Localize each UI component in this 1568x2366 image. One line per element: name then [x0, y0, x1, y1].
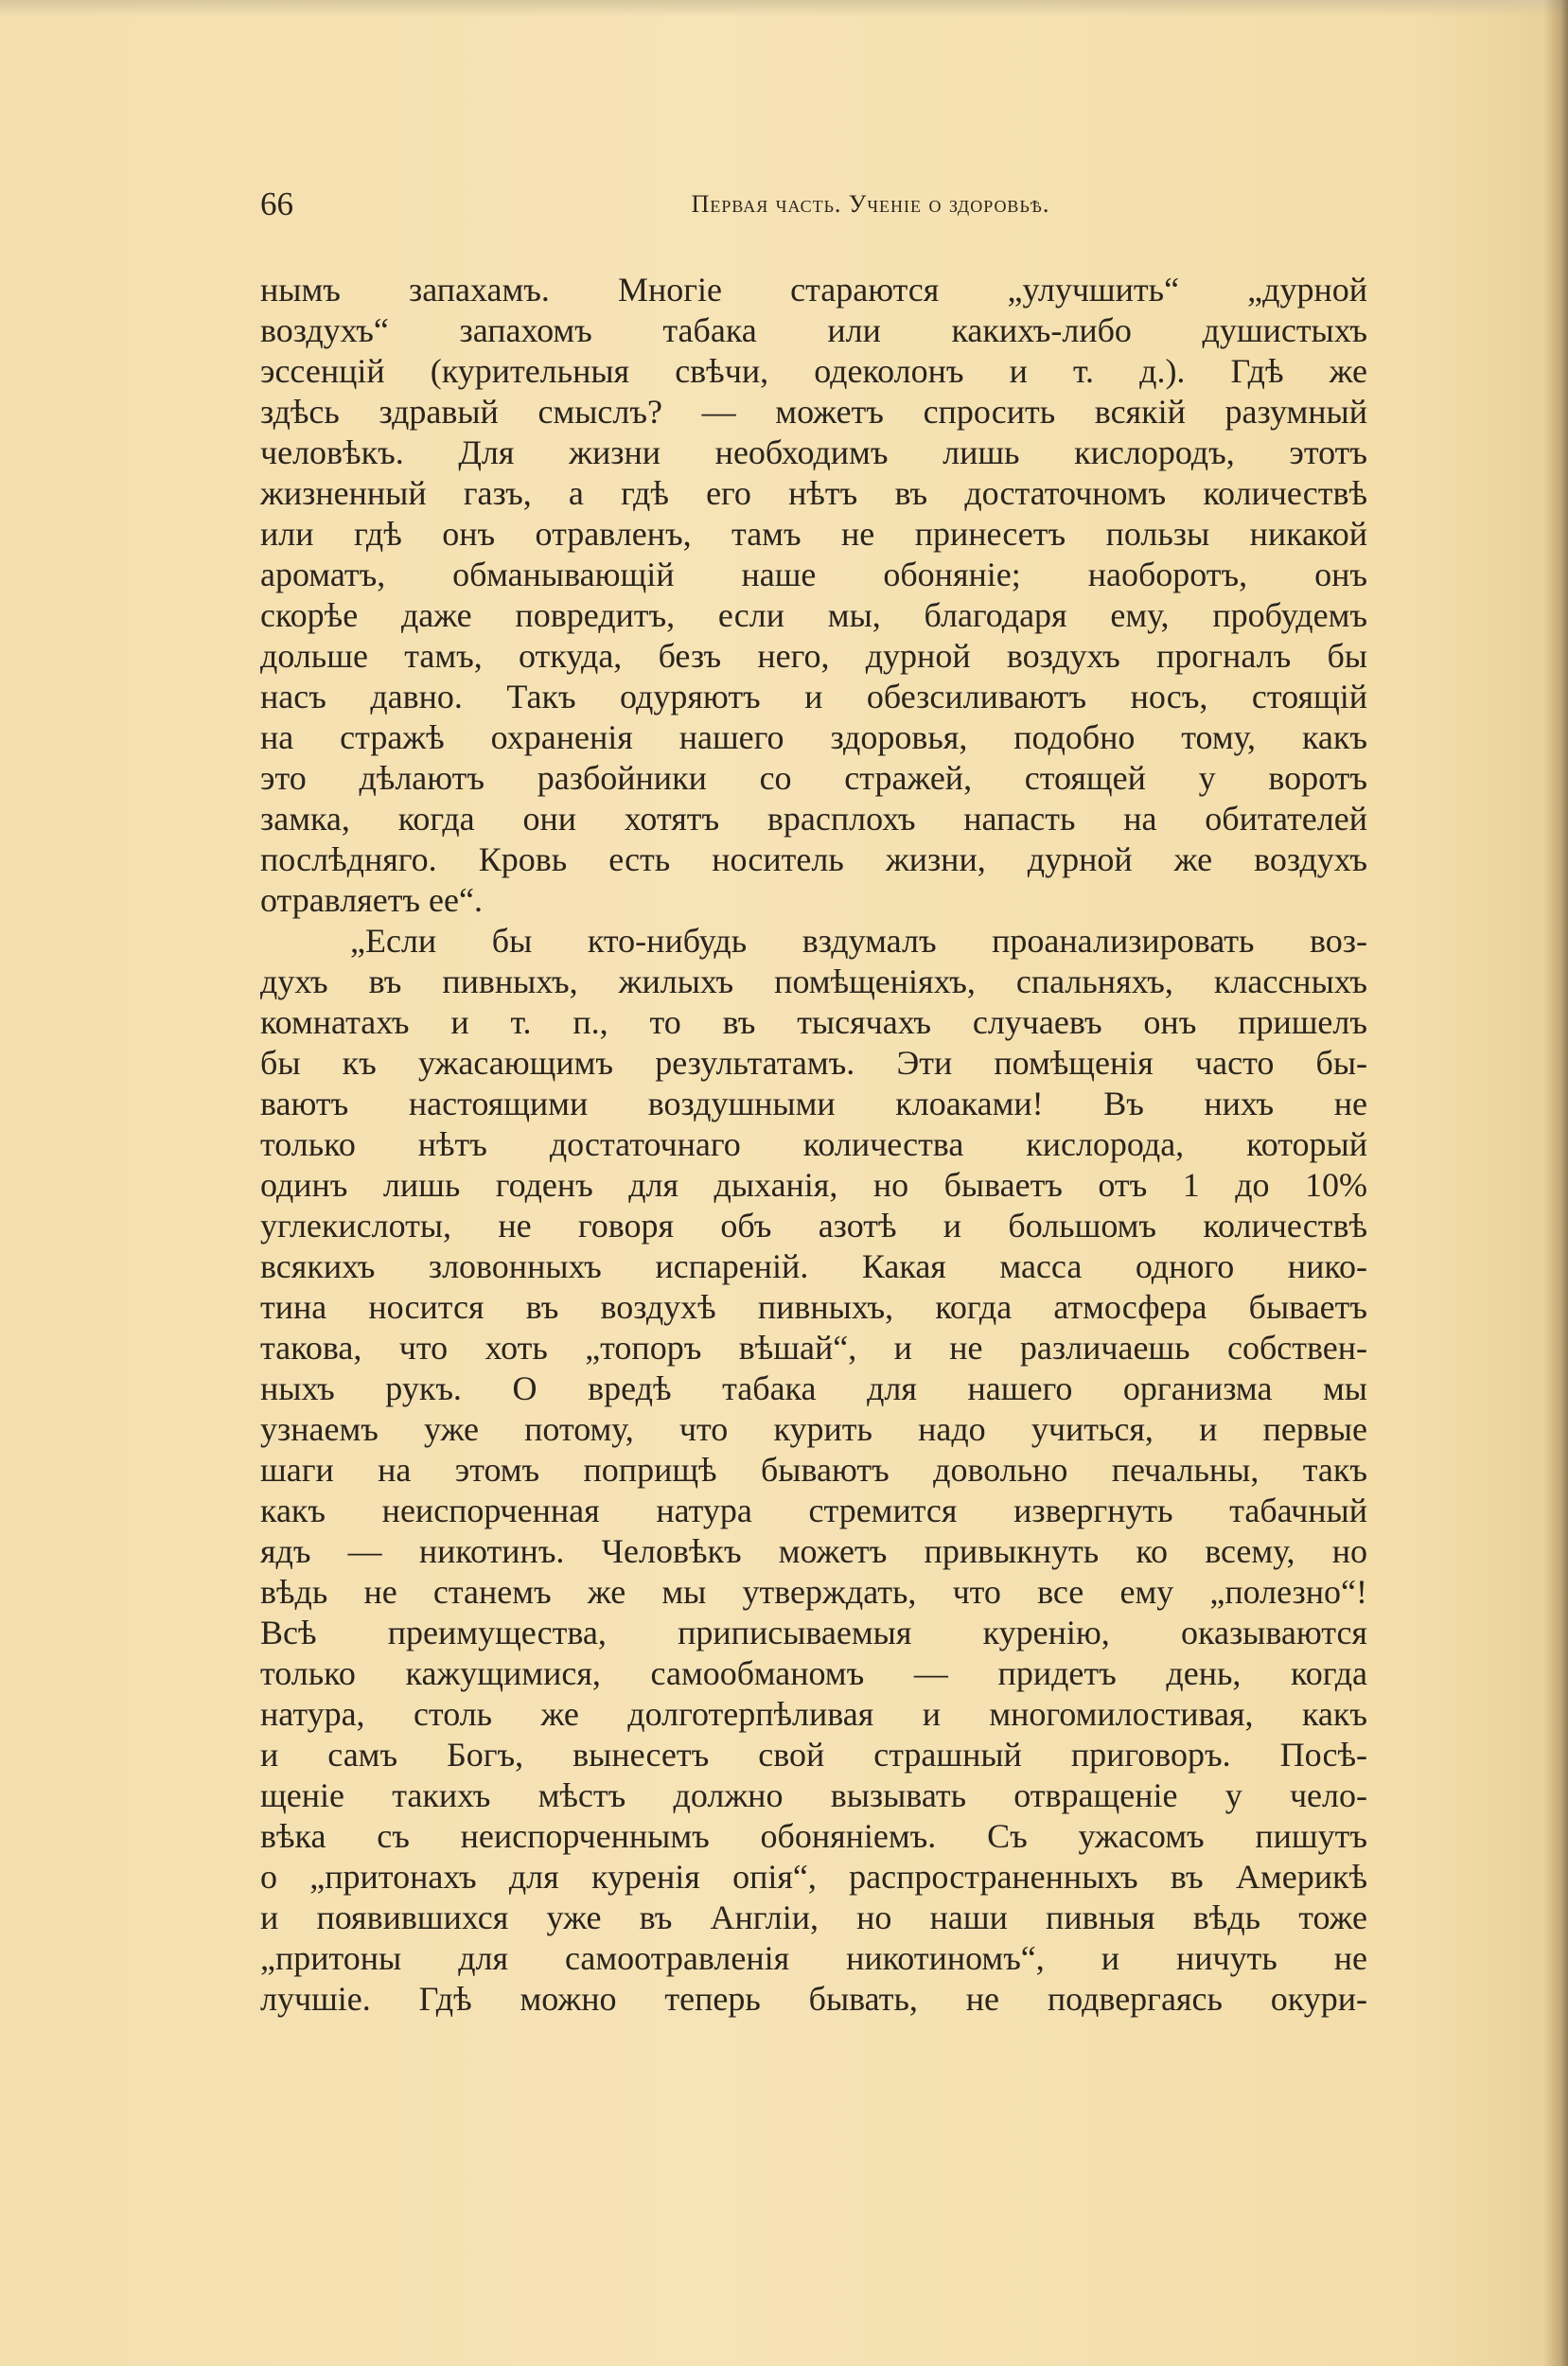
- text-line: эссенцій (курительныя свѣчи, одеколонъ и т. д.). Гдѣ же: [260, 352, 1367, 390]
- text-line: ныхъ рукъ. О вредѣ табака для нашего организма мы: [260, 1369, 1367, 1407]
- text-line: нымъ запахамъ. Многіе стараются „улучшить“ „дурной: [260, 271, 1367, 309]
- text-line: только кажущимися, самообманомъ — придетъ день, когда: [260, 1654, 1367, 1692]
- text-line: одинъ лишь годенъ для дыханія, но бываетъ отъ 1 до 10%: [260, 1166, 1367, 1204]
- text-line: ароматъ, обманывающій наше обоняніе; наоборотъ, онъ: [260, 556, 1367, 593]
- text-line: углекислоты, не говоря объ азотѣ и большомъ количествѣ: [260, 1207, 1367, 1245]
- text-line: шаги на этомъ поприщѣ бываютъ довольно печальны, такъ: [260, 1451, 1367, 1489]
- page-number: 66: [260, 185, 293, 222]
- page-top-edge: [0, 0, 1568, 17]
- text-line: бы къ ужасающимъ результатамъ. Эти помѣщенія часто бы-: [260, 1044, 1367, 1082]
- text-line: натура, столь же долготерпѣливая и многомилостивая, какъ: [260, 1695, 1367, 1733]
- text-line: дольше тамъ, откуда, безъ него, дурной воздухъ прогналъ бы: [260, 637, 1367, 675]
- text-line: какъ неиспорченная натура стремится извергнуть табачный: [260, 1492, 1367, 1529]
- text-line: Всѣ преимущества, приписываемыя куренію, оказываются: [260, 1614, 1367, 1651]
- text-line: и появившихся уже въ Англіи, но наши пивныя вѣдь тоже: [260, 1898, 1367, 1936]
- text-line: и самъ Богъ, вынесетъ свой страшный приговоръ. Посѣ-: [260, 1736, 1367, 1774]
- text-line: только нѣтъ достаточнаго количества кислорода, который: [260, 1125, 1367, 1163]
- text-line: щеніе такихъ мѣстъ должно вызывать отвращеніе у чело-: [260, 1776, 1367, 1814]
- text-line: насъ давно. Такъ одуряютъ и обезсиливаютъ носъ, стоящій: [260, 678, 1367, 715]
- text-line: комнатахъ и т. п., то въ тысячахъ случаевъ онъ пришелъ: [260, 1003, 1367, 1041]
- text-line: всякихъ зловонныхъ испареній. Какая масса одного нико-: [260, 1247, 1367, 1285]
- text-line: скорѣе даже повредитъ, если мы, благодаря ему, пробудемъ: [260, 596, 1367, 634]
- text-line: на стражѣ охраненія нашего здоровья, подобно тому, какъ: [260, 718, 1367, 756]
- text-line: такова, что хоть „топоръ вѣшай“, и не различаешь собствен-: [260, 1329, 1367, 1367]
- text-line: это дѣлаютъ разбойники со стражей, стоящей у воротъ: [260, 759, 1367, 797]
- text-line: человѣкъ. Для жизни необходимъ лишь кислородъ, этотъ: [260, 433, 1367, 471]
- text-line: послѣдняго. Кровь есть носитель жизни, дурной же воздухъ: [260, 840, 1367, 878]
- text-line: или гдѣ онъ отравленъ, тамъ не принесетъ пользы никакой: [260, 515, 1367, 553]
- page-edge-shadow: [1543, 0, 1568, 2366]
- text-line: лучшіе. Гдѣ можно теперь бывать, не подвергаясь окури-: [260, 1980, 1367, 2018]
- body-text: [260, 270, 1367, 2020]
- text-line: воздухъ“ запахомъ табака или какихъ-либо душистыхъ: [260, 311, 1367, 349]
- text-line: узнаемъ уже потому, что курить надо учиться, и первые: [260, 1410, 1367, 1448]
- text-line: замка, когда они хотятъ врасплохъ напасть на обитателей: [260, 800, 1367, 838]
- text-line: здѣсь здравый смыслъ? — можетъ спросить всякій разумный: [260, 393, 1367, 431]
- text-line: отравляетъ ее“.: [260, 881, 483, 919]
- text-line: вѣка съ неиспорченнымъ обоняніемъ. Съ ужасомъ пишутъ: [260, 1817, 1367, 1855]
- text-line: жизненный газъ, а гдѣ его нѣтъ въ достаточномъ количествѣ: [260, 474, 1367, 512]
- text-line: ваютъ настоящими воздушными клоаками! Въ нихъ не: [260, 1085, 1367, 1122]
- page-header: [260, 187, 1367, 221]
- text-line: о „притонахъ для куренія опія“, распространенныхъ въ Америкѣ: [260, 1858, 1367, 1896]
- running-head: Первая часть. Ученіе о здоровьѣ.: [691, 190, 1050, 218]
- text-line: тина носится въ воздухѣ пивныхъ, когда атмосфера бываетъ: [260, 1288, 1367, 1326]
- text-line: „притоны для самоотравленія никотиномъ“, и ничуть не: [260, 1939, 1367, 1977]
- text-line: ядъ — никотинъ. Человѣкъ можетъ привыкнуть ко всему, но: [260, 1532, 1367, 1570]
- text-line: „Если бы кто-нибудь вздумалъ проанализировать воз-: [350, 922, 1367, 960]
- text-line: вѣдь не станемъ же мы утверждать, что все ему „полезно“!: [260, 1573, 1367, 1611]
- text-line: духъ въ пивныхъ, жилыхъ помѣщеніяхъ, спальняхъ, классныхъ: [260, 962, 1367, 1000]
